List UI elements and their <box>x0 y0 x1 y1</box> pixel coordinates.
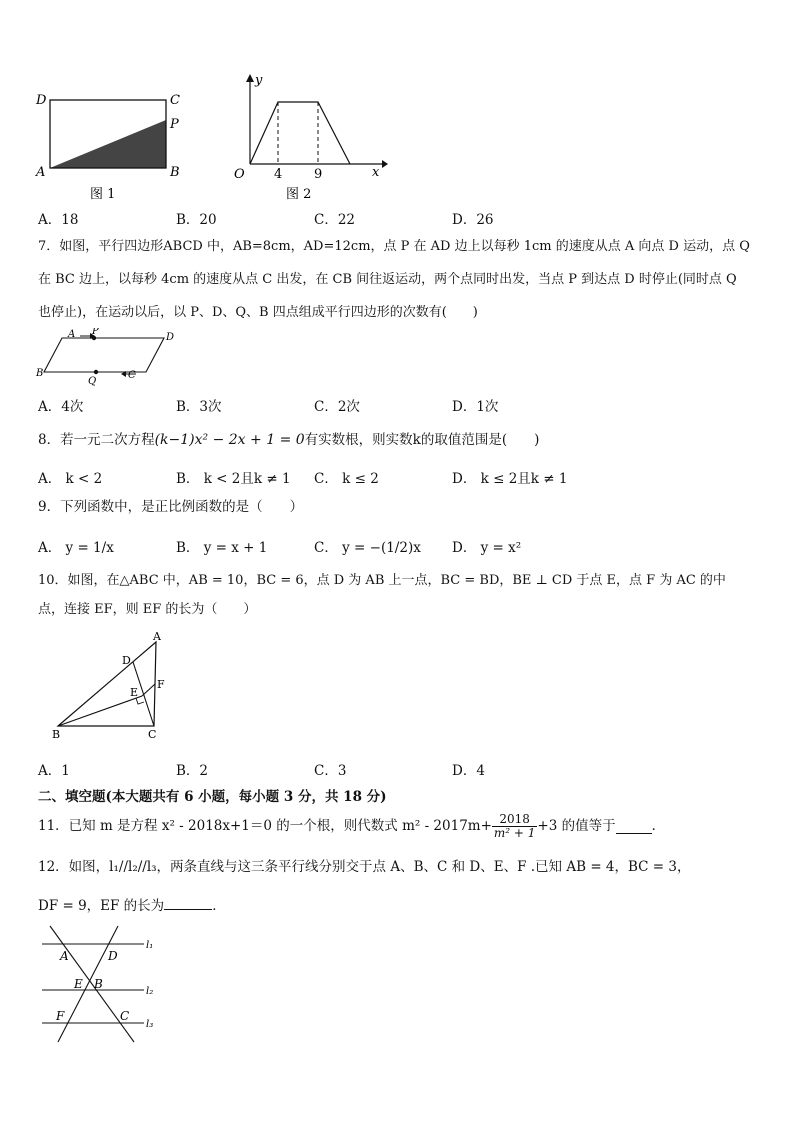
q11-end: ． <box>651 818 666 834</box>
q7-stem-line2: 在 BC 边上，以每秒 4cm 的速度从点 C 出发，在 CB 间往返运动，两个点同时出发，当点 P 到达点 D 时停止(同时点 Q <box>38 272 737 287</box>
label-A: A <box>60 949 69 963</box>
q7-option-c[interactable]: C．2次 <box>314 399 360 415</box>
label-C: C <box>120 1009 130 1023</box>
q11-fraction <box>492 813 538 840</box>
shaded-triangle <box>50 120 166 168</box>
label-P: P <box>92 328 99 337</box>
q12-line2-end: ． <box>212 898 226 914</box>
q11-answer-blank[interactable] <box>616 819 652 834</box>
q10-option-a[interactable]: A．1 <box>38 763 70 779</box>
q6-option-a[interactable]: A．18 <box>38 212 79 228</box>
q8-option-b[interactable]: B． k < 2且k ≠ 1 <box>176 471 291 487</box>
q9-stem: 9．下列函数中，是正比例函数的是（ ） <box>38 499 304 515</box>
segment-be <box>58 696 142 726</box>
parallelogram-abcd <box>44 338 164 372</box>
label-F: F <box>157 678 165 691</box>
axis-label-x: x <box>372 165 380 180</box>
triangle-abc <box>58 642 156 726</box>
q10-option-d[interactable]: D．4 <box>452 763 485 779</box>
q9-option-b[interactable]: B． y = x + 1 <box>176 540 268 556</box>
label-C: C <box>170 93 180 108</box>
q10-option-c[interactable]: C．3 <box>314 763 347 779</box>
point-Q <box>94 370 98 374</box>
transversal-def <box>58 926 118 1042</box>
label-B: B <box>52 728 61 741</box>
q7-option-d[interactable]: D．1次 <box>452 399 499 415</box>
label-B: B <box>170 165 180 180</box>
q10-option-b[interactable]: B．2 <box>176 763 209 779</box>
q6-option-c[interactable]: C．22 <box>314 212 356 228</box>
q8-equation: (k−1)x² − 2x + 1 = 0 <box>154 432 305 448</box>
label-D: D <box>122 654 131 667</box>
origin-label: O <box>234 167 245 182</box>
q7-figure <box>34 328 184 386</box>
q6-figure-2 <box>222 72 392 204</box>
label-F: F <box>56 1009 65 1023</box>
q6-option-d[interactable]: D．26 <box>452 212 494 228</box>
q8-suffix: 有实数根，则实数k的取值范围是( ) <box>304 432 540 448</box>
q6-figure-1 <box>30 88 190 203</box>
tick-label-9: 9 <box>314 167 323 182</box>
transversal-abc <box>50 926 134 1042</box>
axis-label-y: y <box>255 73 263 88</box>
q8-option-c[interactable]: C． k ≤ 2 <box>314 471 379 487</box>
q10-stem-line2: 点，连接 EF，则 EF 的长为（ ） <box>38 602 257 617</box>
label-C: C <box>128 370 136 381</box>
q8-option-d[interactable]: D． k ≤ 2且k ≠ 1 <box>452 471 568 487</box>
x-axis-arrow-icon <box>382 160 388 168</box>
q8-option-a[interactable]: A． k < 2 <box>38 471 103 487</box>
graph-line <box>250 102 350 164</box>
label-C: C <box>148 728 157 741</box>
q9-option-d[interactable]: D． y = x² <box>452 540 522 556</box>
label-A: A <box>36 165 46 180</box>
label-D: D <box>108 949 118 963</box>
q12-stem-line1: 12．如图，l₁//l₂//l₃，两条直线与这三条平行线分别交于点 A、B、C 和 D、E、F .已知 AB = 4，BC = 3， <box>38 859 691 875</box>
q11-fraction-denominator: m² + 1 <box>493 825 536 840</box>
q12-stem-line2 <box>38 895 226 915</box>
q9-option-c[interactable]: C． y = −(1/2)x <box>314 540 421 556</box>
label-l2: l₂ <box>146 986 154 997</box>
q12-answer-blank[interactable] <box>164 895 212 910</box>
q7-option-b[interactable]: B．3次 <box>176 399 222 415</box>
q12-figure <box>36 922 166 1046</box>
q7-stem-line3: 也停止)，在运动以后，以 P、D、Q、B 四点组成平行四边形的次数有( ) <box>38 305 478 320</box>
label-l1: l₁ <box>146 940 154 951</box>
q11-suffix: +3 的值等于 <box>537 818 616 834</box>
q10-stem-line1: 10．如图，在△ABC 中，AB = 10，BC = 6，点 D 为 AB 上一点，BC = BD，BE ⊥ CD 于点 E，点 F 为 AC 的中 <box>38 573 726 588</box>
section-heading-fill-in: 二、填空题(本大题共有 6 小题，每小题 3 分，共 18 分) <box>38 789 387 805</box>
label-B: B <box>94 977 103 991</box>
fig1-caption: 图 1 <box>90 187 116 202</box>
label-P: P <box>170 117 179 132</box>
q9-option-a[interactable]: A． y = 1/x <box>38 540 114 556</box>
label-D: D <box>166 332 175 343</box>
q8-stem <box>38 431 539 449</box>
q11-prefix: 11．已知 m 是方程 x² - 2018x+1＝0 的一个根，则代数式 m² - 2017m+ <box>38 818 492 834</box>
label-A: A <box>153 630 161 643</box>
label-E: E <box>130 686 139 699</box>
y-axis-arrow-icon <box>246 74 254 82</box>
fig2-caption: 图 2 <box>286 187 312 202</box>
label-A: A <box>68 329 76 340</box>
label-D: D <box>36 93 47 108</box>
label-B: B <box>36 368 44 379</box>
label-Q: Q <box>88 376 97 386</box>
tick-label-4: 4 <box>274 167 283 182</box>
q8-prefix: 8．若一元二次方程 <box>38 432 155 448</box>
q11-fraction-numerator: 2018 <box>492 813 538 827</box>
segment-ef <box>142 684 155 696</box>
label-E: E <box>74 977 83 991</box>
q6-option-b[interactable]: B．20 <box>176 212 217 228</box>
q7-option-a[interactable]: A．4次 <box>38 399 84 415</box>
q10-figure <box>50 630 180 744</box>
label-l3: l₃ <box>146 1019 154 1030</box>
q11-stem <box>38 808 665 844</box>
q12-line2-prefix: DF = 9，EF 的长为 <box>38 898 165 914</box>
q7-stem-line1: 7．如图，平行四边形ABCD 中，AB=8cm，AD=12cm，点 P 在 AD 边上以每秒 1cm 的速度从点 A 向点 D 运动，点 Q <box>38 239 750 254</box>
